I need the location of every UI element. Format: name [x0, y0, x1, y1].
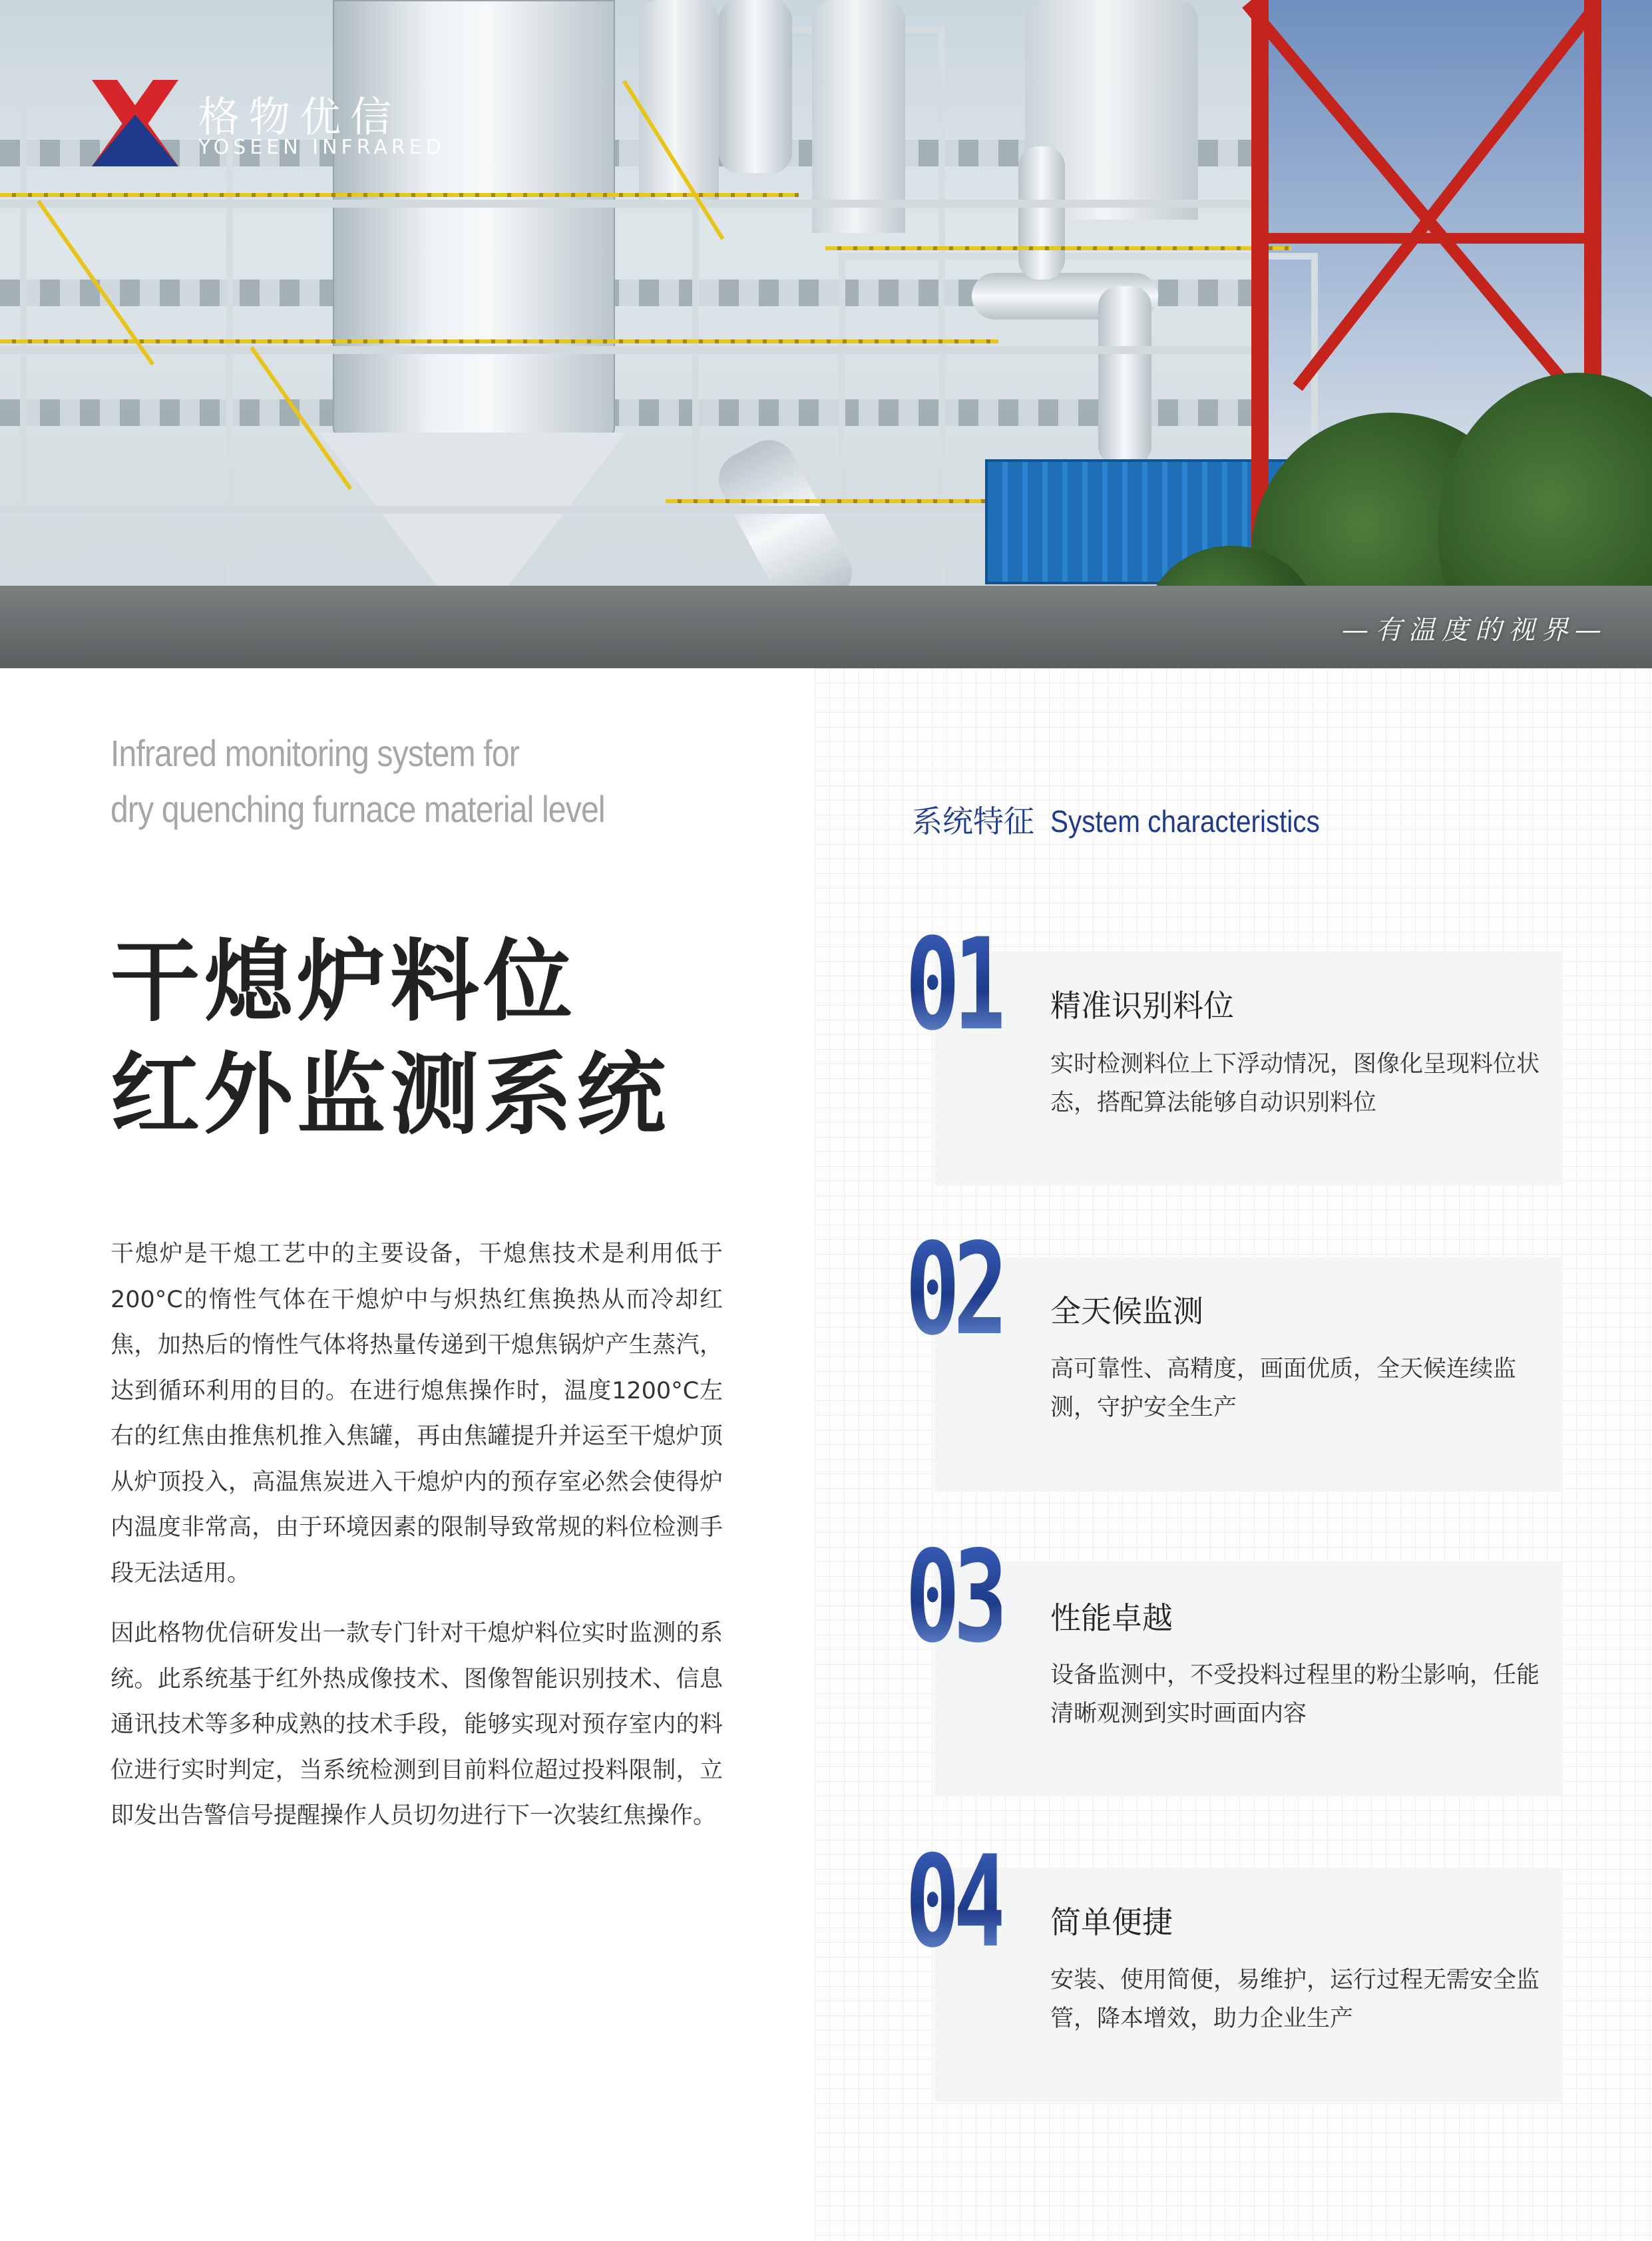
feature-number-3: 03 — [905, 1524, 1002, 1671]
feature-number-2: 02 — [905, 1216, 1002, 1363]
features-section-title — [912, 797, 1356, 841]
hero-photo — [0, 0, 1652, 668]
hero-railing — [825, 246, 1291, 250]
feature-desc-2: 高可靠性、高精度，画面优质，全天候连续监测，守护安全生产 — [1050, 1356, 1517, 1421]
logo-mark-icon — [85, 80, 185, 166]
feature-desc-3: 设备监测中，不受投料过程里的粉尘影响，任能清晰观测到实时画面内容 — [1050, 1662, 1540, 1727]
features-title-en: System characteristics — [1050, 804, 1320, 839]
feature-desc-4: 安装、使用简便，易维护，运行过程无需安全监管，降本增效，助力企业生产 — [1050, 1967, 1540, 2032]
english-title — [110, 725, 626, 837]
hero-pipe — [1018, 146, 1065, 280]
feature-heading-4: 简单便捷 — [1050, 1904, 1173, 1940]
feature-number-4: 04 — [905, 1828, 1002, 1975]
hero-beam — [0, 346, 1265, 354]
brand-name-en: YOSEEN INFRARED — [198, 136, 445, 159]
hero-railing — [0, 193, 799, 197]
brand-name-cn: 格物优信 — [198, 93, 401, 141]
feature-number-1: 01 — [905, 911, 1002, 1058]
feature-heading-3: 性能卓越 — [1050, 1600, 1173, 1636]
page-title-line-2: 红外监测系统 — [110, 1043, 670, 1147]
hero-tower — [812, 0, 905, 233]
brand-slogan: —有温度的视界— — [1342, 615, 1608, 646]
hero-pipe — [719, 0, 792, 173]
intro-paragraph-2: 因此格物优信研发出一款专门针对干熄炉料位实时监测的系统。此系统基于红外热成像技术、图像智能识别技术、信息通讯技术等多种成熟的技术手段，能够实现对预存室内的料位进行实时判定，当系统检测到目前料位超过投料限制，立即发出告警信号提醒操作人员切勿进行下一次装红焦操作。 — [110, 1620, 723, 1829]
english-title-line-2: dry quenching furnace material level — [110, 788, 605, 830]
hero-red-beam — [1251, 233, 1597, 244]
hero-beam — [0, 200, 1265, 208]
intro-paragraph-1: 干熄炉是干熄工艺中的主要设备，干熄焦技术是利用低于 200°C的惰性气体在干熄炉中与炽热红焦换热从而冷却红焦，加热后的惰性气体将热量传递到干熄焦锅炉产生蒸汽，达到循环利用的目的。在进行熄焦操作时，温度1200°C左右的红焦由推焦机推入焦罐，再由焦罐提升并运至干熄炉顶从炉顶投入，高温焦炭进入干熄炉内的预存室必然会使得炉内温度非常高，由于环境因素的限制导致常规的料位检测手段无法适用。 — [110, 1241, 723, 1587]
feature-desc-1: 实时检测料位上下浮动情况，图像化呈现料位状态，搭配算法能够自动识别料位 — [1050, 1051, 1540, 1116]
hero-railing — [0, 339, 998, 343]
feature-heading-2: 全天候监测 — [1050, 1293, 1203, 1329]
page-title-line-1: 干熄炉料位 — [110, 930, 577, 1034]
feature-heading-1: 精准识别料位 — [1050, 988, 1234, 1024]
hero-silo — [333, 0, 615, 435]
english-title-line-1: Infrared monitoring system for — [110, 732, 519, 774]
features-title-cn: 系统特征 — [912, 803, 1034, 839]
intro-text — [110, 1231, 723, 1854]
hero-pipe — [1098, 286, 1151, 466]
brand-logo — [85, 80, 458, 166]
page-title — [110, 925, 670, 1151]
